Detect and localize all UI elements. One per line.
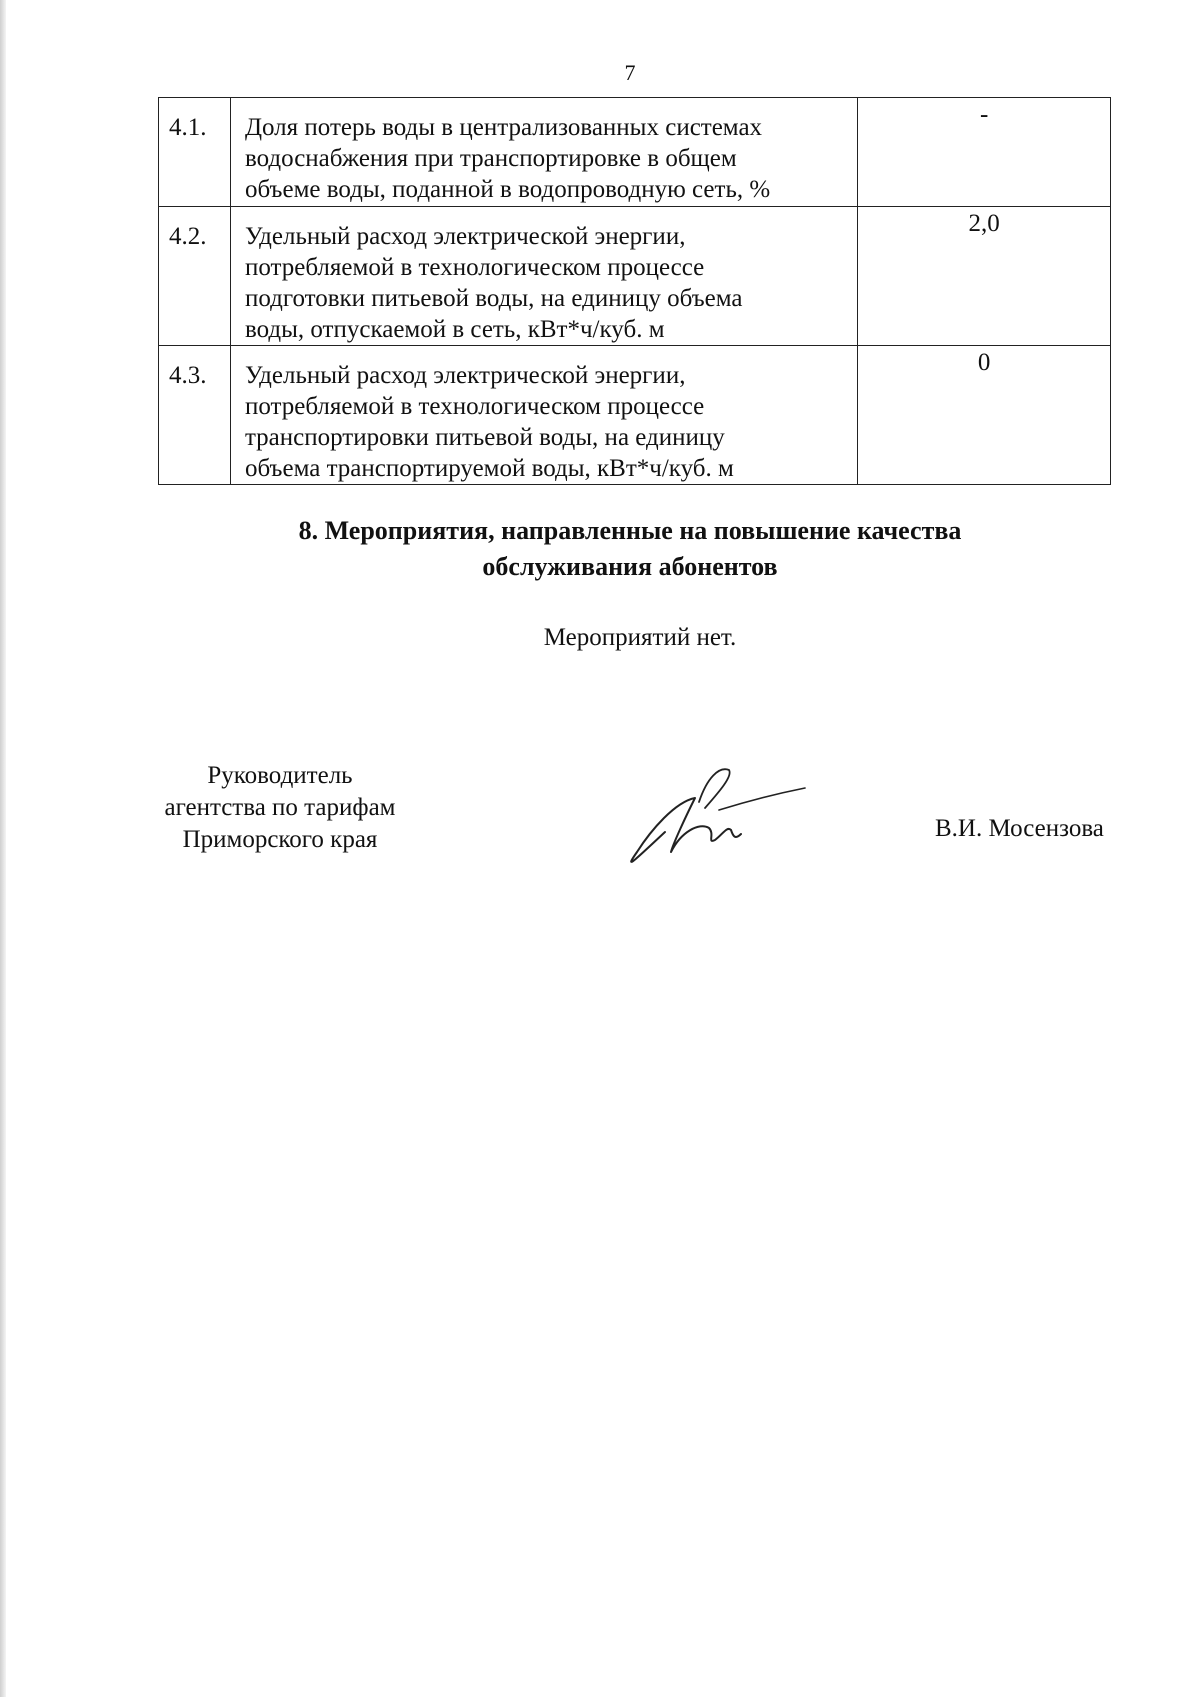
- indicator-name: [230, 346, 857, 485]
- indicators-table: [158, 97, 1111, 485]
- page-number: 7: [624, 60, 636, 85]
- indicator-line: Удельный расход электрической энергии,: [244, 362, 686, 389]
- row-number: 4.2.: [159, 207, 231, 346]
- indicator-line: потребляемой в технологическом процессе: [244, 254, 705, 281]
- indicator-line: водоснабжения при транспортировке в общем: [244, 145, 737, 172]
- row-number: 4.3.: [159, 346, 231, 485]
- row-number: 4.1.: [159, 98, 231, 207]
- indicator-line: воды, отпускаемой в сеть, кВт*ч/куб. м: [244, 316, 665, 343]
- indicator-line: Удельный расход электрической энергии,: [244, 223, 686, 250]
- table-row: [159, 98, 1111, 207]
- indicator-line: Доля потерь воды в централизованных системах: [244, 114, 763, 141]
- indicator-value: -: [858, 98, 1111, 207]
- indicator-name: [230, 207, 857, 346]
- indicator-line: объема транспортируемой воды, кВт*ч/куб. м: [244, 455, 734, 482]
- indicator-name: [230, 98, 857, 207]
- signer-position-line: Руководитель: [207, 762, 353, 789]
- signer-position-line: Приморского края: [182, 826, 378, 853]
- indicator-line: транспортировки питьевой воды, на единицу: [244, 424, 725, 451]
- table-row: [159, 346, 1111, 485]
- indicator-value: 0: [858, 346, 1111, 485]
- section-heading-line: обслуживания абонентов: [482, 552, 778, 581]
- indicator-line: объеме воды, поданной в водопроводную сеть, %: [244, 176, 771, 203]
- handwritten-signature: [615, 760, 815, 870]
- section-body: Мероприятий нет.: [543, 624, 737, 651]
- signer-name: В.И. Мосензова: [935, 815, 1104, 842]
- table-row: [159, 207, 1111, 346]
- indicator-line: потребляемой в технологическом процессе: [244, 393, 705, 420]
- signer-position-line: агентства по тарифам: [164, 794, 396, 821]
- section-heading: [180, 513, 1080, 585]
- signer-position: [120, 760, 440, 856]
- indicator-value: 2,0: [858, 207, 1111, 346]
- scan-edge: [0, 0, 6, 1697]
- indicator-line: подготовки питьевой воды, на единицу объема: [244, 285, 743, 312]
- section-heading-line: 8. Мероприятия, направленные на повышение качества: [298, 516, 962, 545]
